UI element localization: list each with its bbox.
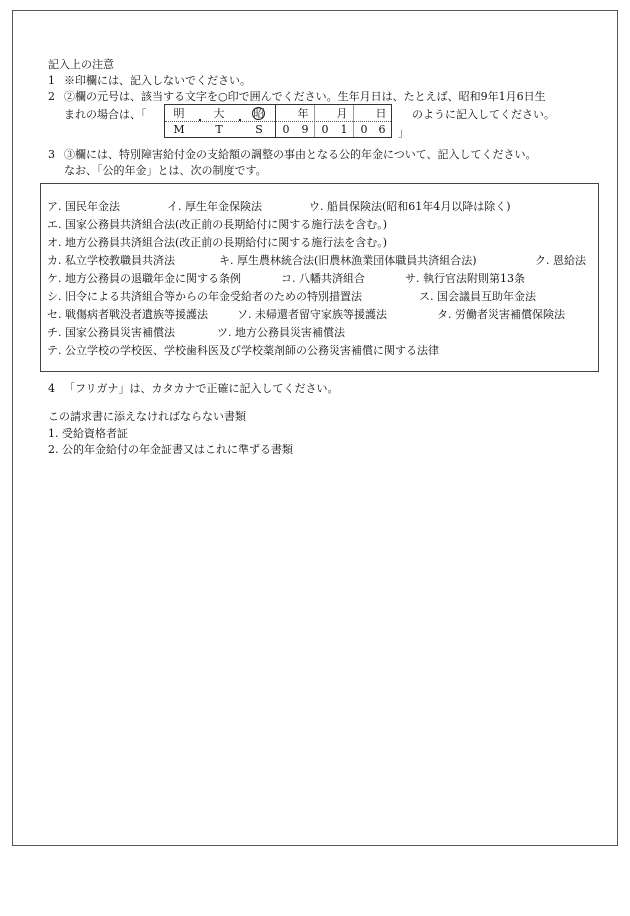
digit-month-1: 0 — [321, 123, 329, 136]
note-2-text-line2-post: のように記入してください。 — [412, 108, 555, 121]
law-i: イ. 厚生年金保険法 — [167, 200, 262, 213]
attachment-item-1: 1. 受給資格者証 — [48, 427, 128, 440]
note-2-close-bracket: 」 — [398, 126, 409, 139]
law-sa: サ. 執行官法附則第13条 — [405, 272, 525, 285]
attachment-item-2: 2. 公的年金給付の年金証書又はこれに準ずる書類 — [48, 443, 293, 456]
digit-month-2: 1 — [340, 123, 348, 136]
note-2-text-line2-pre: まれの場合は、「 — [64, 108, 147, 121]
law-ke: ケ. 地方公務員の退職年金に関する条例 — [47, 272, 241, 285]
law-ku: ク. 恩給法 — [535, 254, 586, 267]
attachments-heading: この請求書に添えなければならない書類 — [48, 410, 246, 423]
digit-day-2: 6 — [378, 123, 386, 136]
law-ko: コ. 八幡共済組合 — [281, 272, 365, 285]
digit-year-1: 0 — [282, 123, 290, 136]
law-ka: カ. 私立学校教職員共済法 — [47, 254, 175, 267]
era-code-m: M — [173, 123, 185, 136]
notes-heading: 記入上の注意 — [48, 58, 114, 71]
era-separator-dot — [199, 119, 201, 121]
era-code-s: S — [255, 123, 263, 136]
note-3-text-line2: なお、「公的年金」とは、次の制度です。 — [64, 164, 267, 177]
era-separator-dot — [239, 119, 241, 121]
note-2-number: 2 — [48, 90, 55, 103]
digit-day-1: 0 — [360, 123, 368, 136]
law-se: セ. 戦傷病者戦没者遺族等援護法 — [47, 308, 208, 321]
example-divider-era-year — [275, 105, 276, 137]
law-o: オ. 地方公務員共済組合法(改正前の長期給付に関する施行法を含む。) — [47, 236, 388, 249]
law-e: エ. 国家公務員共済組合法(改正前の長期給付に関する施行法を含む。) — [47, 218, 388, 231]
law-so: ソ. 未帰還者留守家族等援護法 — [237, 308, 387, 321]
era-taisho: 大 — [213, 107, 225, 120]
note-1-text: ※印欄には、記入しないでください。 — [64, 74, 251, 87]
law-tsu: ツ. 地方公務員災害補償法 — [217, 326, 345, 339]
label-month: 月 — [336, 107, 348, 120]
era-code-t: T — [215, 123, 223, 136]
law-chi: チ. 国家公務員災害補償法 — [47, 326, 175, 339]
note-4-text: 「フリガナ」は、カタカナで正確に記入してください。 — [64, 382, 339, 395]
law-shi: シ. 旧令による共済組合等からの年金受給者のための特別措置法 — [47, 290, 362, 303]
note-1-number: 1 — [48, 74, 55, 87]
pension-laws-box — [40, 183, 599, 372]
law-ki: キ. 厚生農林統合法(旧農林漁業団体職員共済組合法) — [219, 254, 477, 267]
example-row-divider — [165, 121, 391, 122]
law-te: テ. 公立学校の学校医、学校歯科医及び学校薬剤師の公務災害補償に関する法律 — [47, 344, 439, 357]
label-day: 日 — [375, 107, 387, 120]
label-year: 年 — [297, 107, 309, 120]
example-divider-year-month — [314, 105, 315, 137]
era-meiji: 明 — [173, 107, 185, 120]
law-ta: タ. 労働者災害補償保険法 — [437, 308, 565, 321]
example-divider-month-day — [353, 105, 354, 137]
note-3-text-line1: ③欄には、特別障害給付金の支給額の調整の事由となる公的年金について、記入してください。 — [64, 148, 537, 161]
law-a: ア. 国民年金法 — [47, 200, 120, 213]
note-3-number: 3 — [48, 148, 55, 161]
example-date-box — [164, 104, 392, 138]
note-2-text-line1: ②欄の元号は、該当する文字を○印で囲んでください。生年月日は、たとえば、昭和9年1月6日生 — [64, 90, 546, 103]
note-4-number: 4 — [48, 382, 55, 395]
era-showa: 昭 — [253, 107, 265, 120]
law-su: ス. 国会議員互助年金法 — [419, 290, 536, 303]
digit-year-2: 9 — [301, 123, 309, 136]
law-u: ウ. 船員保険法(昭和61年4月以降は除く) — [309, 200, 511, 213]
